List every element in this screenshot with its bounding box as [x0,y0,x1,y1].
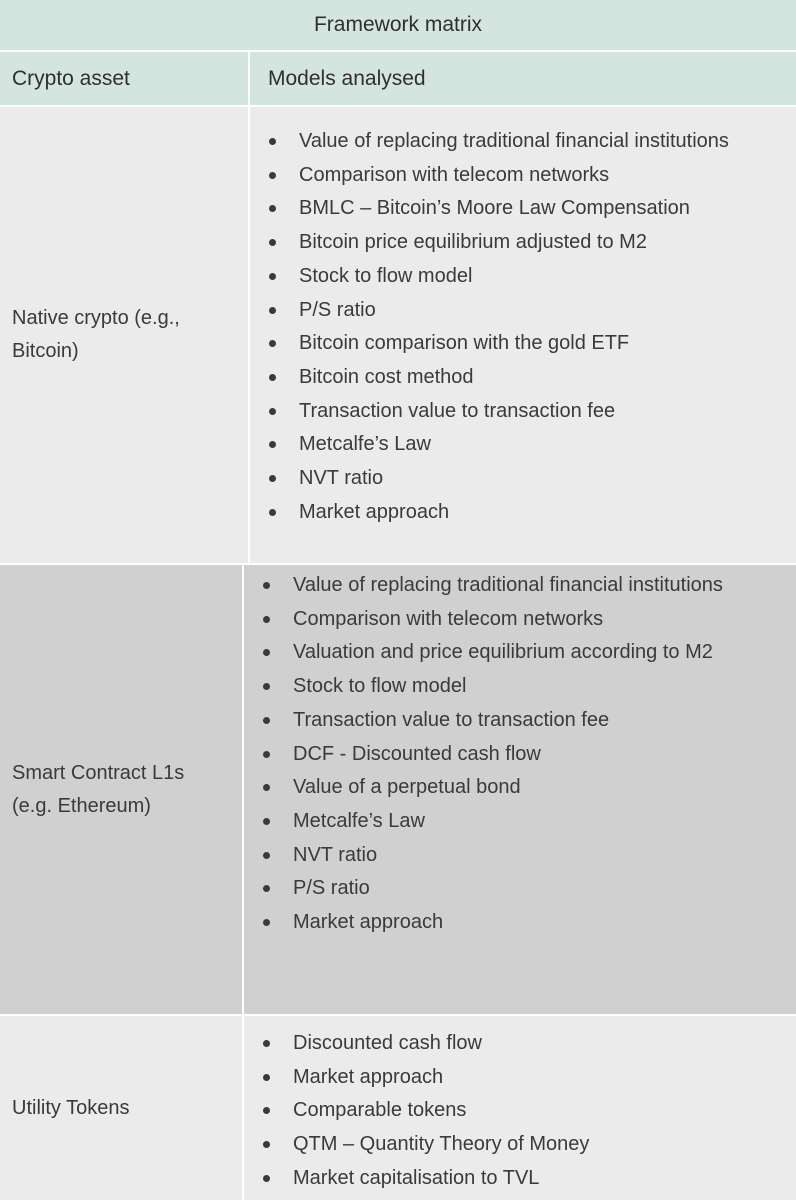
bullet-icon [269,273,276,280]
asset-label-line: Smart Contract L1s [12,761,185,784]
bullet-icon [269,307,276,314]
list-item [252,361,796,395]
list-item [246,569,796,603]
bullet-icon [263,818,270,825]
model-text: Value of replacing traditional financial institutions [299,130,729,152]
model-text: P/S ratio [293,877,370,900]
asset-cell-smart-contract [0,565,244,1014]
model-text: Comparison with telecom networks [299,163,610,186]
list-item [246,738,796,772]
model-text: Transaction value to transaction fee [299,399,616,422]
list-item [252,462,796,496]
model-text: Metcalfe’s Law [293,809,425,832]
list-item [246,906,796,940]
model-text: NVT ratio [293,843,378,866]
bullet-icon [263,582,270,589]
list-item [252,327,796,361]
models-cell-native-crypto [252,107,796,563]
bullet-icon [269,509,276,516]
bullet-icon [263,919,270,926]
list-item [246,704,796,738]
list-item [246,1027,796,1061]
model-text: Value of a perpetual bond [293,776,521,799]
model-text: Stock to flow model [293,675,467,698]
list-item [246,636,796,670]
bullet-icon [263,1175,270,1182]
bullet-icon [263,683,270,690]
model-text: P/S ratio [299,298,376,321]
bullet-icon [269,408,276,415]
list-item [252,125,796,159]
bullet-icon [269,239,276,246]
bullet-icon [269,374,276,381]
model-text: Comparable tokens [293,1099,467,1122]
table-header-row [0,52,796,107]
bullet-icon [263,885,270,892]
list-item [246,1061,796,1095]
models-cell-smart-contract [246,565,796,1014]
models-cell-utility-tokens [246,1016,796,1200]
model-text: Metcalfe’s Law [299,433,431,456]
bullet-icon [263,751,270,758]
bullet-icon [263,717,270,724]
asset-label-line: Bitcoin) [12,340,79,362]
bullet-icon [263,1107,270,1114]
asset-cell-native-crypto [0,107,250,563]
list-item [246,1162,796,1196]
model-text: Bitcoin price equilibrium adjusted to M2 [299,231,647,254]
list-item [246,1094,796,1128]
model-text: BMLC – Bitcoin’s Moore Law Compensation [299,197,690,220]
model-text: Bitcoin comparison with the gold ETF [299,332,630,355]
list-item [246,839,796,873]
list-item [252,226,796,260]
model-text: NVT ratio [299,467,384,490]
list-item [246,670,796,704]
asset-label-line: (e.g. Ethereum) [12,794,151,817]
model-text: Value of replacing traditional financial institutions [293,574,723,596]
bullet-icon [263,649,270,656]
bullet-icon [263,852,270,859]
list-item [246,771,796,805]
list-item [252,260,796,294]
model-text: Transaction value to transaction fee [293,708,610,731]
bullet-icon [269,340,276,347]
models-list [246,1027,796,1196]
asset-label-line: Native crypto (e.g., [12,307,180,329]
model-text: Market capitalisation to TVL [293,1166,540,1189]
table-row-smart-contract [0,565,796,1016]
bullet-icon [269,441,276,448]
bullet-icon [263,1040,270,1047]
asset-label-line: Utility Tokens [12,1096,130,1119]
model-text: Stock to flow model [299,264,473,287]
list-item [252,294,796,328]
model-text: Bitcoin cost method [299,365,474,388]
bullet-icon [269,172,276,179]
model-text: Market approach [293,911,444,934]
models-list [252,125,796,529]
header-models-analysed: Models analysed [268,66,426,90]
bullet-icon [263,616,270,623]
table-row-utility-tokens [0,1016,796,1200]
table-title: Framework matrix [0,0,796,52]
models-list [246,569,796,940]
list-item [246,603,796,637]
bullet-icon [263,1074,270,1081]
bullet-icon [269,205,276,212]
model-text: Market approach [299,500,450,523]
list-item [246,1128,796,1162]
list-item [252,496,796,530]
list-item [246,872,796,906]
bullet-icon [269,475,276,482]
list-item [252,192,796,226]
table-row-native-crypto [0,107,796,565]
model-text: Market approach [293,1065,444,1088]
model-text: DCF - Discounted cash flow [293,742,541,765]
model-text: Discounted cash flow [293,1032,482,1054]
model-text: Valuation and price equilibrium according to M2 [293,641,713,664]
header-crypto-asset: Crypto asset [0,52,250,105]
list-item [252,428,796,462]
bullet-icon [263,1141,270,1148]
asset-cell-utility-tokens [0,1016,244,1200]
list-item [252,159,796,193]
bullet-icon [263,784,270,791]
model-text: QTM – Quantity Theory of Money [293,1133,590,1156]
bullet-icon [269,138,276,145]
list-item [246,805,796,839]
list-item [252,395,796,429]
model-text: Comparison with telecom networks [293,607,604,630]
